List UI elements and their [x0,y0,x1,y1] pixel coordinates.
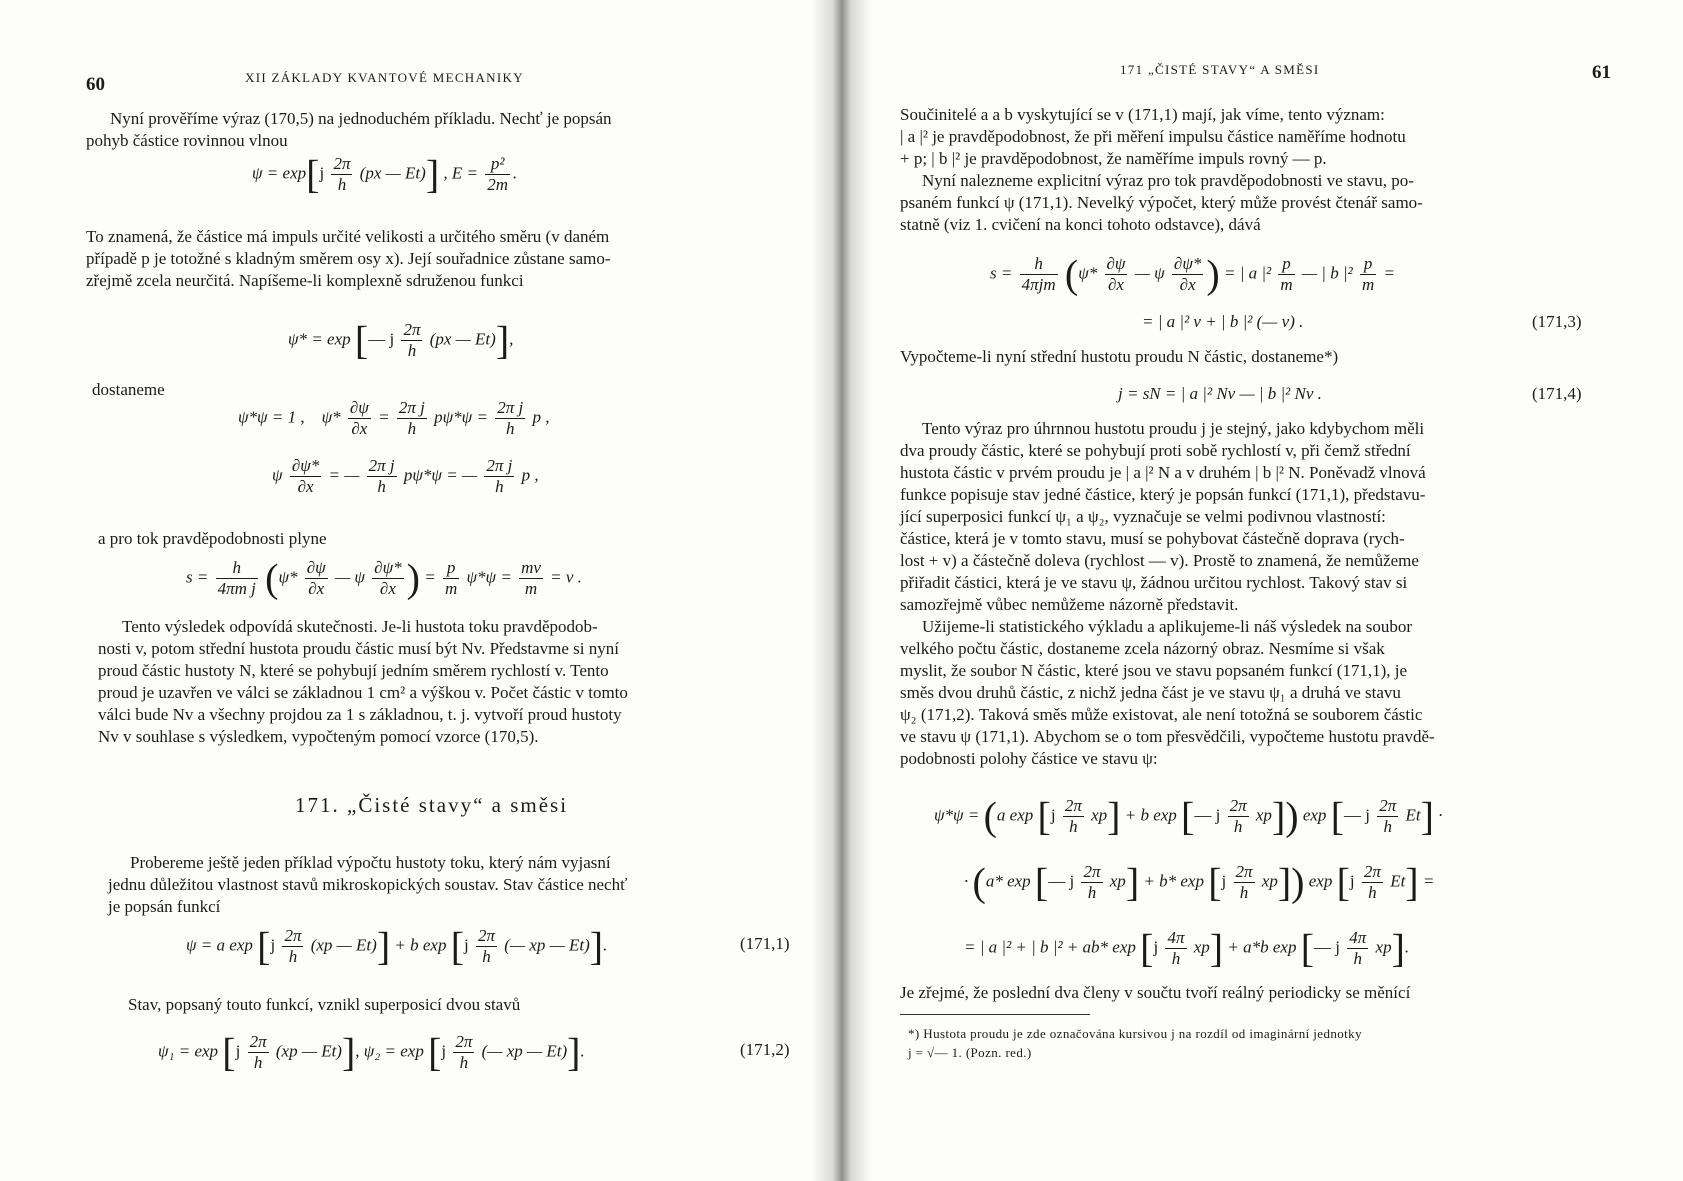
footnote [908,1024,1362,1062]
numerator: ∂ψ* [291,456,320,475]
eq-text: exp [1308,871,1333,891]
eq-text: . [1404,937,1410,957]
denominator: m [444,579,458,598]
eq-text: ψ = a exp [186,935,253,955]
denominator: h [1239,883,1249,902]
numerator: ∂ψ* [1173,254,1202,273]
eq-text: (px — Et) [359,163,426,183]
eq-text: j [319,163,325,183]
bracket-close: ] [425,151,440,197]
eq-text: ψ*ψ = [466,567,512,587]
text-line: lost + v) a částečně doleva (rychlost — v). Prostě to znamená, že nemůžeme [900,551,1419,570]
numerator: ∂ψ [306,558,326,577]
eq-text: xp [1193,937,1210,957]
text-line: myslit, že soubor N částic, které jsou ve stavu popsaném funkcí (171,1), je [900,661,1408,680]
bracket-open: [ [257,923,271,969]
text-line: pohyb částice rovinnou vlnou [86,131,288,150]
current-line [900,346,1620,368]
eq-text: = v . [550,567,582,587]
denominator: h [1368,883,1377,902]
text-line: ve stavu ψ (171,1). Abychom se o tom přesvědčili, vypočteme hustotu pravdě- [900,727,1435,746]
text-line: částice, která je v tomto stavu, musí se pohybovat částečně doprava (rych- [900,529,1405,548]
footnote-rule [900,1014,1090,1015]
numerator: p [1360,254,1376,275]
eq-text: = [1422,871,1435,891]
fraction [519,558,543,599]
fraction [1063,796,1084,837]
footnote-line: j = √— 1. (Pozn. red.) [908,1045,1032,1060]
bracket-close: ] [589,923,604,969]
denominator: h [1353,949,1363,968]
numerator: 2π [1363,862,1381,881]
fraction [1020,254,1058,295]
denominator: ∂x [297,477,314,496]
page-number: 60 [86,74,105,95]
eq-text: — j [1344,805,1370,825]
fraction [1377,796,1398,837]
text-line: Tento výraz pro úhrnnou hustotu proudu j je stejný, jako kdybychom měli [922,419,1425,438]
numerator: 2π [455,1032,473,1051]
text-line: velkého počtu částic, dostaneme zcela názorný obraz. Nesmíme si však [900,639,1385,658]
paren-open: ( [265,555,279,601]
denominator: h [505,419,515,438]
paren-close: ) [1291,859,1305,905]
bracket-close: ] [1391,925,1405,971]
eq-text: j [270,935,276,955]
eq-text: j [1153,937,1159,957]
running-head: XII ZÁKLADY KVANTOVÉ MECHANIKY [245,70,524,85]
text-line: je popsán funkcí [108,897,221,916]
equation-flux [186,555,582,601]
equation-number: (171,1) [740,934,790,953]
text-line: Nv v souhlase s výsledkem, vypočteným pomocí vzorce (170,5). [98,727,539,746]
paren-close: ) [1285,793,1299,839]
bracket-open: [ [1037,793,1051,839]
equation-171-1 [186,923,608,969]
eq-text: — ψ [1134,263,1165,283]
text-line: podobnosti polohy částice ve stavu ψ: [900,749,1158,768]
text-line: statně (viz 1. cvičení na konci tohoto odstavce), dává [900,215,1261,234]
fraction [248,1032,269,1073]
eq-text: j [235,1041,241,1061]
text-line: psaném funkcí ψ (171,1). Nevelký výpočet, který může provést čtenář samo- [900,193,1423,212]
numerator: 2π [1064,796,1082,815]
running-head: 171 „ČISTÉ STAVY“ A SMĚSI [1120,62,1320,77]
bracket-open: [ [450,923,465,969]
intro-paragraph [86,108,762,152]
bracket-open: [ [1034,859,1049,905]
eq-text: · [1438,805,1443,825]
eq-text: (— xp — Et) [481,1041,568,1061]
eq-text: a* exp [985,871,1031,891]
bracket-open: [ [1140,925,1154,971]
fraction [290,456,321,497]
eq-text: — j [1048,871,1075,891]
numerator: p [443,558,459,579]
fraction [1165,928,1186,969]
bracket-open: [ [354,317,369,363]
fraction [1228,796,1249,837]
fraction [372,558,403,599]
eq-text: , E = [443,163,478,183]
eq-text: , [509,329,514,349]
eq-text: . [513,163,518,183]
fraction [401,320,422,361]
text-line: Tento výsledek odpovídá skutečnosti. Je-li hustota toku pravděpodob- [122,617,598,636]
denominator: ∂x [308,579,325,598]
equation-plane-wave [252,151,518,197]
equation-conjugate [288,317,514,363]
fraction [484,456,514,497]
paren-open: ( [972,859,986,905]
fraction [331,154,352,195]
eq-text: xp [1255,805,1272,825]
fraction [305,558,328,599]
eq-text: ψ₁ = exp [158,1041,219,1061]
text-line: jící superposici funkcí ψ₁ a ψ₂, vyznačuje se velmi podivnou vlastností: [900,507,1386,526]
text-line: válci bude Nv a všechny projdou za 1 s základnou, t. j. vytvoří proud hustoty [98,705,622,724]
denominator: ∂x [1179,275,1196,294]
eq-text: j [1349,871,1355,891]
eq-text: exp [1302,805,1327,825]
denominator: h [1171,949,1181,968]
numerator: h [216,558,258,579]
text-line: samozřejmě vůbec nemůžeme názorně představit. [900,595,1239,614]
numerator: 2π j [398,398,425,417]
section-title: 171. „Čisté stavy“ a směsi [295,793,569,817]
text-line: proud částic hustoty N, které se pohybují jedním směrem rychlostí v. Tento [98,661,609,680]
text-line: nosti v, potom střední hustota proudu částic musí být Nv. Představme si nyní [98,639,619,658]
eq-text: j [1221,871,1227,891]
eq-text: (xp — Et) [275,1041,342,1061]
eq-text: + a*b exp [1227,937,1297,957]
eq-text: ψ* [321,407,341,427]
text-line: Je zřejmé, že poslední dva členy v součtu tvoří reálný periodicky se měnící [900,983,1411,1002]
eq-text: pψ*ψ = [434,407,488,427]
paren-open: ( [983,793,997,839]
superposition-line [128,994,788,1016]
closing-line [900,982,1620,1004]
fraction [1347,928,1368,969]
text-line: přiřadit částici, která je ve stavu ψ, žádnou určitou rychlost. Takový stav si [900,573,1408,592]
eq-text: ψ [272,465,283,485]
equation-171-4: j = sN = | a |² Nv — | b |² Nv . [1118,384,1322,403]
book-gutter [812,0,872,1181]
denominator: 4πjm [1021,275,1056,294]
fraction [348,398,371,439]
text-line: Užijeme-li statistického výkladu a aplikujeme-li náš výsledek na soubor [922,617,1413,636]
bracket-close: ] [341,1029,356,1075]
numerator: 2π [478,926,496,945]
numerator: ∂ψ [349,398,369,417]
numerator: 2π [333,154,351,173]
right-page [872,0,1683,1181]
eq-text: (px — Et) [429,329,496,349]
eq-text: — j [1314,937,1340,957]
eq-text: · [964,871,969,891]
bracket-close: ] [1271,793,1286,839]
eq-text: = [378,407,390,427]
fraction [1081,862,1102,903]
eq-text: j [441,1041,447,1061]
fraction [1360,254,1376,295]
bracket-open: [ [1208,859,1222,905]
result-paragraph [98,616,794,748]
eq-text: Et [1405,805,1421,825]
paren-close: ) [1206,251,1220,297]
text-line: směs dvou druhů částic, z nichž jedna část je ve stavu ψ₁ a druhá ve stavu [900,683,1401,702]
eq-text: ψ* [278,567,298,587]
eq-text: ψ = exp [252,163,307,183]
equation-density-2 [964,859,1435,905]
bracket-open: [ [222,1029,236,1075]
eq-text: Et [1390,871,1406,891]
equation-derivatives-2 [272,456,539,497]
text-line: To znamená, že částice má impuls určité velikosti a určitého směru (v daném [86,227,610,246]
text-line: funkce popisuje stav jedné částice, který je popsán funkcí (171,1), představu- [900,485,1426,504]
eq-text: + b exp [394,935,447,955]
text-line: dva proudy částic, které se pohybují proti sobě rychlostí v, při čemž střední [900,441,1411,460]
fraction [1234,862,1255,903]
numerator: 2π [249,1032,267,1051]
paren-close: ) [406,555,420,601]
text-line: Nyní nalezneme explicitní výraz pro tok pravděpodobnosti ve stavu, po- [922,171,1414,190]
bracket-close: ] [1405,859,1419,905]
bracket-close: ] [376,923,391,969]
denominator: ∂x [351,419,368,438]
eq-text: , ψ₂ = exp [355,1041,424,1061]
fraction [1278,254,1294,295]
eq-text: — ψ [334,567,365,587]
fraction [495,398,525,439]
footnote-line: *) Hustota proudu je zde označována kursivou j na rozdíl od imaginární jednotky [908,1026,1362,1041]
bracket-close: ] [1209,925,1224,971]
denominator: h [253,1053,263,1072]
fraction [282,926,303,967]
equation-number: (171,2) [740,1040,790,1059]
eq-text: xp [1091,805,1108,825]
eq-text: . [603,935,608,955]
bracket-open: [ [306,151,320,197]
denominator: h [459,1053,469,1072]
text-line: Probereme ještě jeden příklad výpočtu hustoty toku, který nám vyjasní [130,853,611,872]
numerator: 4π [1167,928,1185,947]
denominator: m [1361,275,1375,294]
eq-text: (— xp — Et) [504,935,590,955]
equation-171-3-line2: = | a |² v + | b |² (— v) . [1142,312,1304,331]
numerator: 2π j [486,456,513,475]
numerator: 2π [284,926,302,945]
label-dostaneme: dostaneme [92,380,165,399]
text-line: + p; | b |² je pravděpodobnost, že naměříme impuls rovný — p. [900,149,1327,168]
eq-text: xp [1261,871,1278,891]
equation-171-2 [158,1029,585,1075]
page-number: 61 [1592,62,1611,83]
denominator: h [407,341,417,360]
eq-text: ψ*ψ = [934,805,980,825]
paren-open: ( [1064,251,1079,297]
denominator: h [1233,817,1243,836]
text-line: a pro tok pravděpodobnosti plyne [98,529,327,548]
eq-text: a exp [996,805,1034,825]
fraction [1172,254,1203,295]
equation-derivatives-1 [238,398,549,439]
denominator: ∂x [379,579,396,598]
text-line: případě p je totožné s kladným směrem osy x). Její souřadnice zůstane samo- [86,249,611,268]
denominator: h [495,477,504,496]
fraction [453,1032,474,1073]
bracket-close: ] [567,1029,581,1075]
numerator: ∂ψ* [374,558,402,577]
fraction [476,926,497,967]
eq-text: = | a |² + | b |² + ab* exp [964,937,1136,957]
fraction [1105,254,1128,295]
eq-text: s = [186,567,209,587]
eq-text: ψ*ψ = 1 , [238,407,305,427]
equation-171-3 [990,251,1395,297]
numerator: 2π [1083,862,1101,881]
eq-text: s = [990,263,1013,283]
text-line: zřejmě zcela neurčitá. Napíšeme-li komplexně sdruženou funkci [86,271,524,290]
denominator: h [288,947,298,966]
eq-text: — j [368,329,395,349]
numerator: h [1020,254,1058,275]
eq-text: j [1050,805,1056,825]
numerator: 2π [1235,862,1253,881]
bracket-open: [ [1181,793,1195,839]
equation-number: (171,4) [1532,384,1582,403]
equation-number: (171,3) [1532,312,1582,331]
eq-text: xp [1109,871,1126,891]
bracket-close: ] [1420,793,1434,839]
text-line: Stav, popsaný touto funkcí, vznikl superposicí dvou stavů [128,995,521,1014]
denominator: ∂x [1108,275,1124,294]
denominator: h [407,419,417,438]
text-line: | a |² je pravděpodobnost, že při měření impulsu částice naměříme hodnotu [900,127,1406,146]
text-line: Součinitelé a a b vyskytující se v (171,1) mají, jak víme, tento význam: [900,105,1385,124]
denominator: 2m [487,175,509,194]
equation-density-1 [934,793,1443,839]
mixture-paragraph [900,418,1620,770]
eq-text: . [580,1041,585,1061]
eq-text: = [1383,263,1395,283]
denominator: h [1069,817,1078,836]
numerator: 2π j [368,456,395,475]
fraction [216,558,258,599]
eq-text: p , [521,465,539,485]
fraction [485,154,510,195]
bracket-open: [ [1336,859,1350,905]
eq-text: = | a |² [1223,263,1272,283]
denominator: h [1087,883,1097,902]
bracket-close: ] [1125,859,1140,905]
text-line: Nyní prověříme výraz (170,5) na jednoduchém příkladu. Nechť je popsán [110,109,612,128]
fraction [397,398,427,439]
denominator: m [524,579,538,598]
bracket-open: [ [1300,925,1315,971]
denominator: 4πm j [217,579,256,598]
eq-text: pψ*ψ = — [403,465,478,485]
eq-text: — | b |² [1301,263,1353,283]
numerator: 4π [1349,928,1367,947]
numerator: 2π [1379,796,1397,815]
denominator: h [1383,817,1393,836]
text-line: Vypočteme-li nyní střední hustotu proudu N částic, dostaneme*) [900,347,1339,366]
equation-density-3 [964,925,1410,971]
bracket-open: [ [1330,793,1345,839]
eq-text: p , [532,407,550,427]
eq-text: j [464,935,469,955]
fraction [367,456,397,497]
eq-text: = [424,567,436,587]
eq-text: — j [1194,805,1221,825]
bracket-close: ] [495,317,510,363]
denominator: h [337,175,347,194]
text-line: hustota částic v prvém proudu je | a |² N a v druhém | b |² N. Poněvadž vlnová [900,463,1426,482]
bracket-close: ] [1277,859,1292,905]
meaning-paragraph [86,226,762,292]
numerator: p [1278,254,1294,275]
bracket-open: [ [428,1029,442,1075]
fraction [1362,862,1383,903]
eq-text: xp [1375,937,1392,957]
denominator: h [482,947,491,966]
denominator: m [1280,275,1293,294]
eq-text: = — [328,465,360,485]
numerator: ∂ψ [1106,254,1126,273]
eq-text: ψ* [1078,263,1098,283]
numerator: 2π j [497,398,524,417]
numerator: p² [485,154,510,175]
coefficients-paragraph [900,104,1620,236]
text-line: jednu důležitou vlastnost stavů mikroskopických soustav. Stav částice nechť [108,875,628,894]
text-line: proud je uzavřen ve válci se základnou 1 cm² a výškou v. Počet částic v tomto [98,683,628,702]
fraction [443,558,459,599]
numerator: mv [521,558,541,577]
numerator: 2π [1229,796,1247,815]
flux-intro [98,528,738,550]
eq-text: (xp — Et) [310,935,377,955]
bracket-close: ] [1107,793,1121,839]
denominator: h [377,477,386,496]
section-paragraph [108,852,804,918]
eq-text: ψ* = exp [288,329,351,349]
eq-text: + b* exp [1143,871,1204,891]
left-page [0,0,812,1181]
numerator: 2π [403,320,421,339]
text-line: ψ₂ (171,2). Taková směs může existovat, ale není totožná se souborem částic [900,705,1423,724]
eq-text: + b exp [1124,805,1177,825]
